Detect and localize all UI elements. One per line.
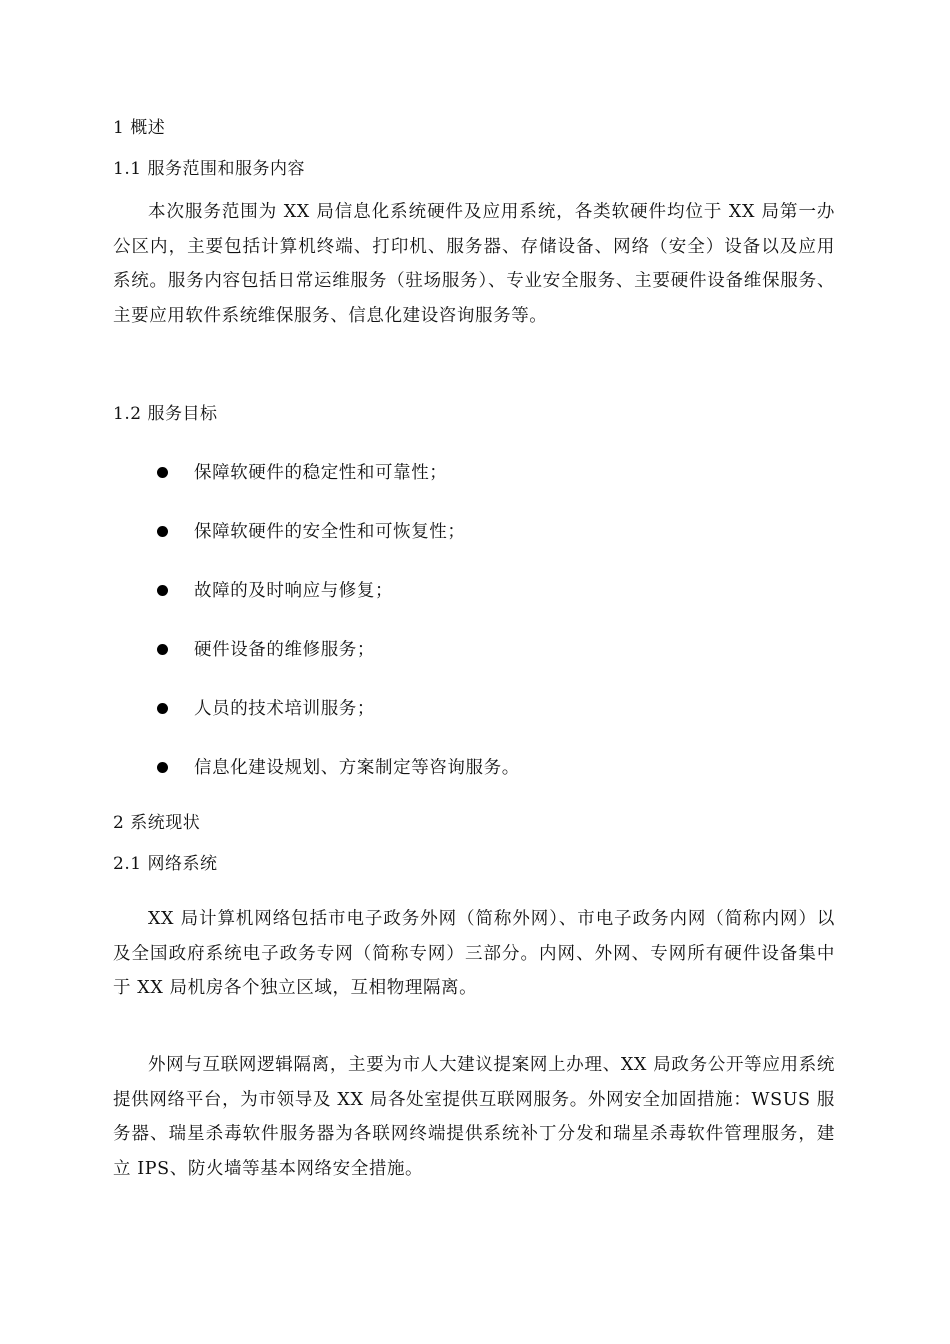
paragraph-network-overview: XX 局计算机网络包括市电子政务外网（简称外网）、市电子政务内网（简称内网）以及全国政府系统电子政务专网（简称专网）三部分。内网、外网、专网所有硬件设备集中于 XX 局机房各个独立区域，互相物理隔离。 (113, 909, 835, 998)
bullet-icon (157, 762, 168, 773)
goal-text: 保障软硬件的安全性和可恢复性； (194, 522, 466, 542)
list-item (155, 515, 835, 574)
goal-text: 人员的技术培训服务； (194, 699, 375, 719)
bullet-icon (157, 467, 168, 478)
list-item (155, 456, 835, 515)
heading-overview: 1 概述 (113, 118, 166, 138)
heading-network-system: 2.1 网络系统 (113, 854, 218, 874)
heading-service-scope: 1.1 服务范围和服务内容 (113, 159, 305, 179)
paragraph-service-scope: 本次服务范围为 XX 局信息化系统硬件及应用系统，各类软硬件均位于 XX 局第一办公区内，主要包括计算机终端、打印机、服务器、存储设备、网络（安全）设备以及应用系统。服务内容包括日常运维服务（驻场服务）、专业安全服务、主要硬件设备维保服务、主要应用软件系统维保服务、信息化建设咨询服务等。 (113, 202, 835, 326)
goals-list (155, 456, 835, 810)
list-item (155, 751, 835, 810)
heading-system-status: 2 系统现状 (113, 813, 201, 833)
goal-text: 故障的及时响应与修复； (194, 581, 394, 601)
goal-text: 信息化建设规划、方案制定等咨询服务。 (194, 758, 520, 778)
list-item (155, 574, 835, 633)
goal-text: 硬件设备的维修服务； (194, 640, 375, 660)
paragraph-external-network: 外网与互联网逻辑隔离，主要为市人大建议提案网上办理、XX 局政务公开等应用系统提供网络平台，为市领导及 XX 局各处室提供互联网服务。外网安全加固措施：WSUS 服务器、瑞星杀毒软件服务器为各联网终端提供系统补丁分发和瑞星杀毒软件管理服务，建立 IPS、防火墙等基本网络安全措施。 (113, 1055, 835, 1179)
bullet-icon (157, 585, 168, 596)
goal-text: 保障软硬件的稳定性和可靠性； (194, 463, 448, 483)
list-item (155, 633, 835, 692)
bullet-icon (157, 526, 168, 537)
heading-service-goals: 1.2 服务目标 (113, 404, 218, 424)
bullet-icon (157, 703, 168, 714)
bullet-icon (157, 644, 168, 655)
list-item (155, 692, 835, 751)
